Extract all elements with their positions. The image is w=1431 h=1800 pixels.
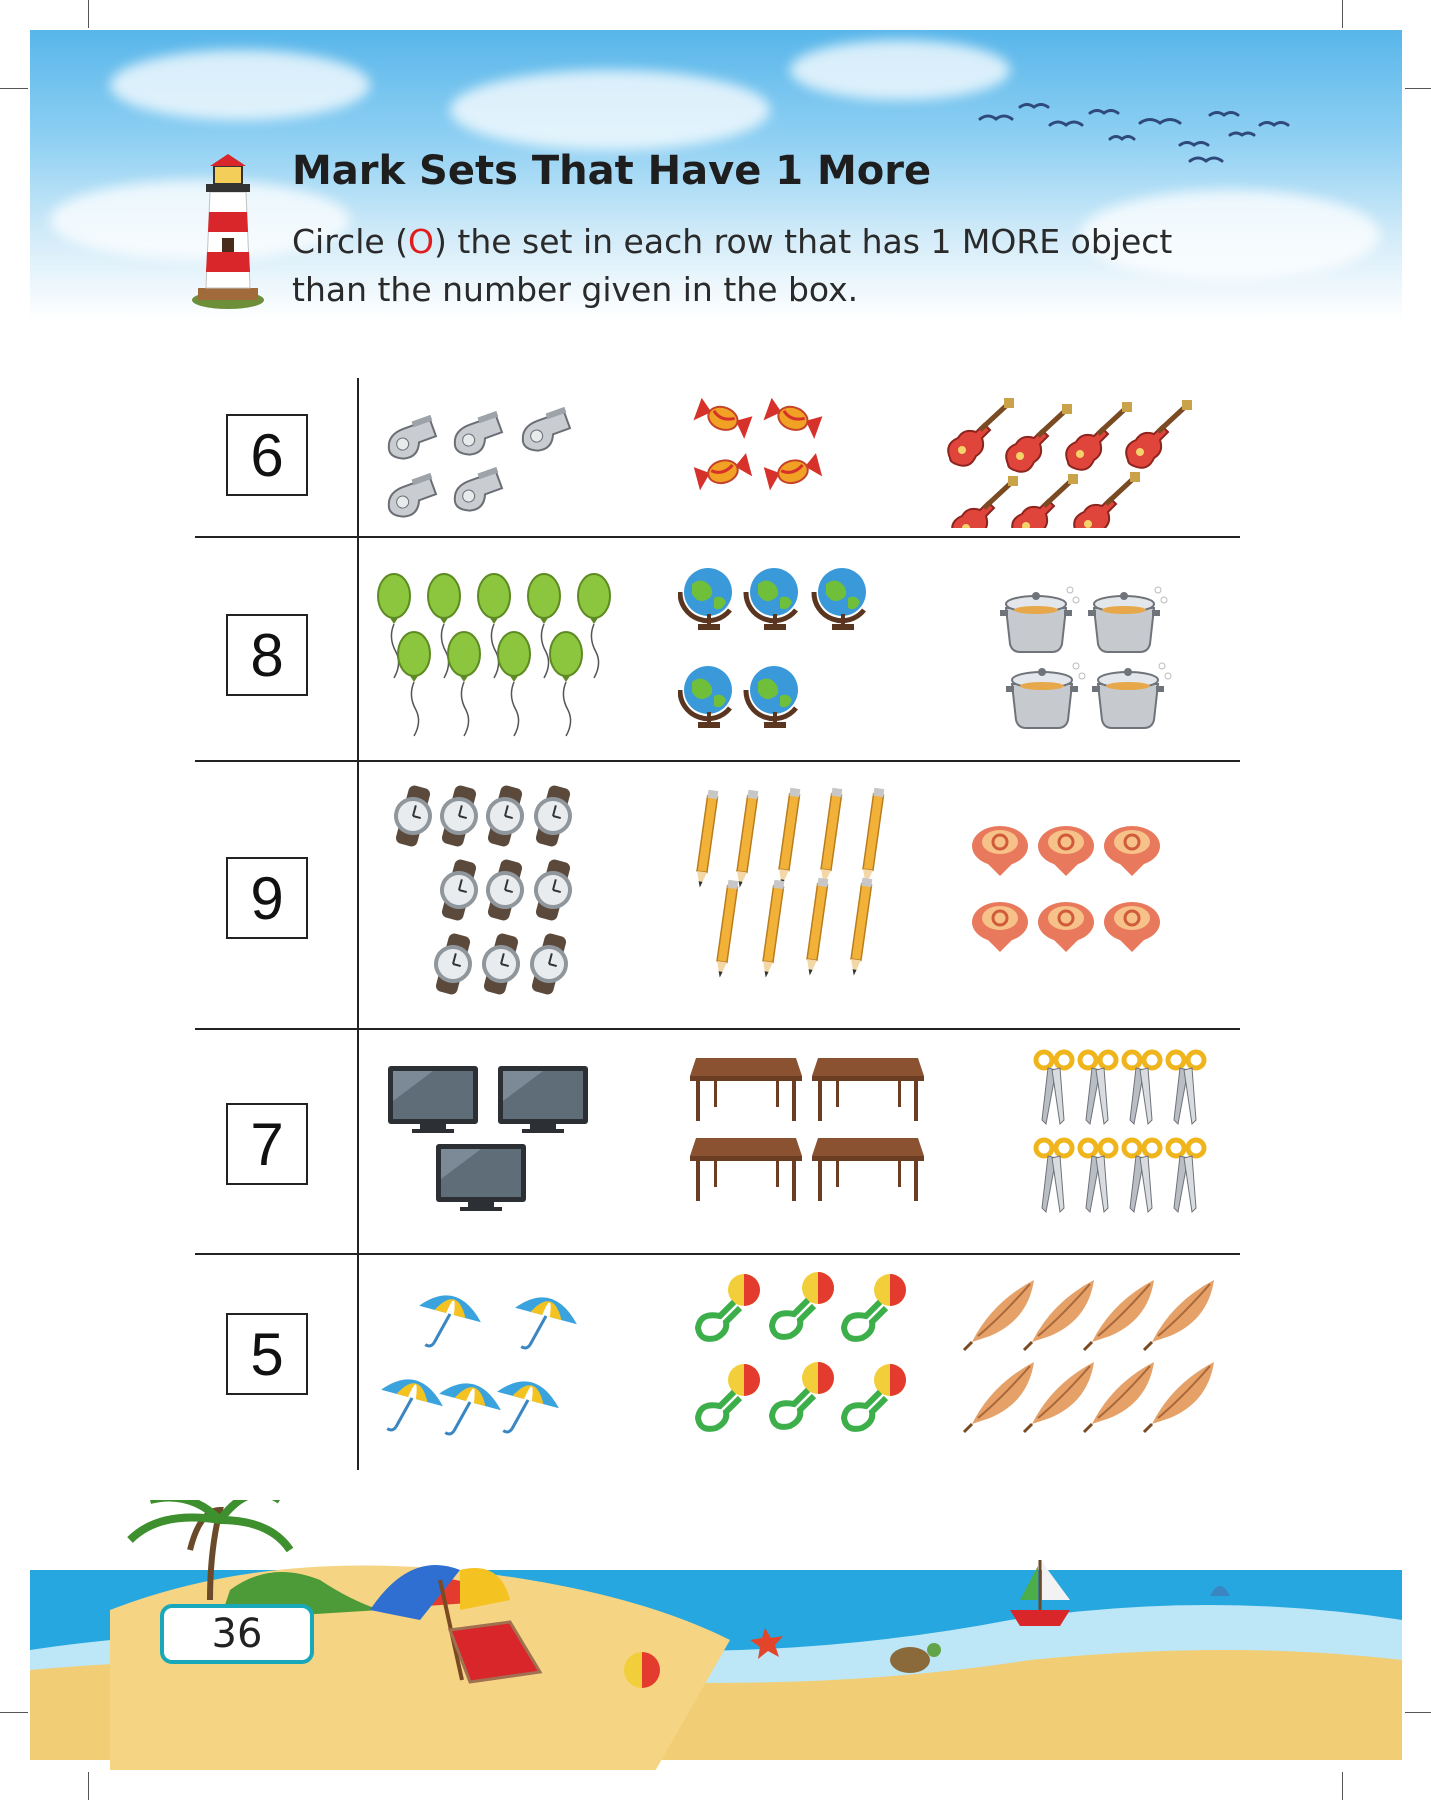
instruction-text: ) the set in each row that has 1 MORE object	[434, 222, 1173, 261]
instructions	[292, 218, 1172, 314]
globe-set[interactable]	[678, 560, 888, 740]
candy-set[interactable]	[692, 398, 832, 508]
number-box: 5	[226, 1313, 308, 1395]
umbrella-set[interactable]	[378, 1280, 598, 1450]
television-set[interactable]	[384, 1062, 594, 1222]
number-box: 6	[226, 414, 308, 496]
number-box: 9	[226, 857, 308, 939]
circle-symbol: O	[408, 222, 435, 261]
instruction-line-2: than the number given in the box.	[292, 270, 859, 309]
row-divider	[195, 760, 1240, 762]
cooking-pot-set[interactable]	[996, 580, 1176, 740]
guitar-set[interactable]	[940, 378, 1210, 528]
scissors-set[interactable]	[1030, 1046, 1220, 1226]
row-divider	[195, 1028, 1240, 1030]
column-divider	[357, 378, 359, 1470]
birds-icon	[960, 95, 1300, 175]
instruction-text: Circle (	[292, 222, 409, 261]
whistle-set[interactable]	[380, 405, 610, 525]
spinning-top-set[interactable]	[970, 820, 1170, 970]
instruction-line-1	[292, 218, 1172, 266]
wristwatch-set[interactable]	[386, 780, 596, 1004]
balloon-set[interactable]	[372, 570, 622, 740]
row-divider	[195, 1253, 1240, 1255]
number-box: 8	[226, 614, 308, 696]
pencil-set[interactable]	[692, 786, 902, 986]
page-number: 36	[160, 1604, 314, 1664]
rattle-set[interactable]	[690, 1266, 920, 1446]
page-title: Mark Sets That Have 1 More	[292, 148, 932, 194]
number-box: 7	[226, 1103, 308, 1185]
feather-quill-set[interactable]	[960, 1268, 1230, 1438]
row-divider	[195, 536, 1240, 538]
lighthouse-icon	[188, 152, 268, 312]
table-set[interactable]	[688, 1054, 928, 1214]
